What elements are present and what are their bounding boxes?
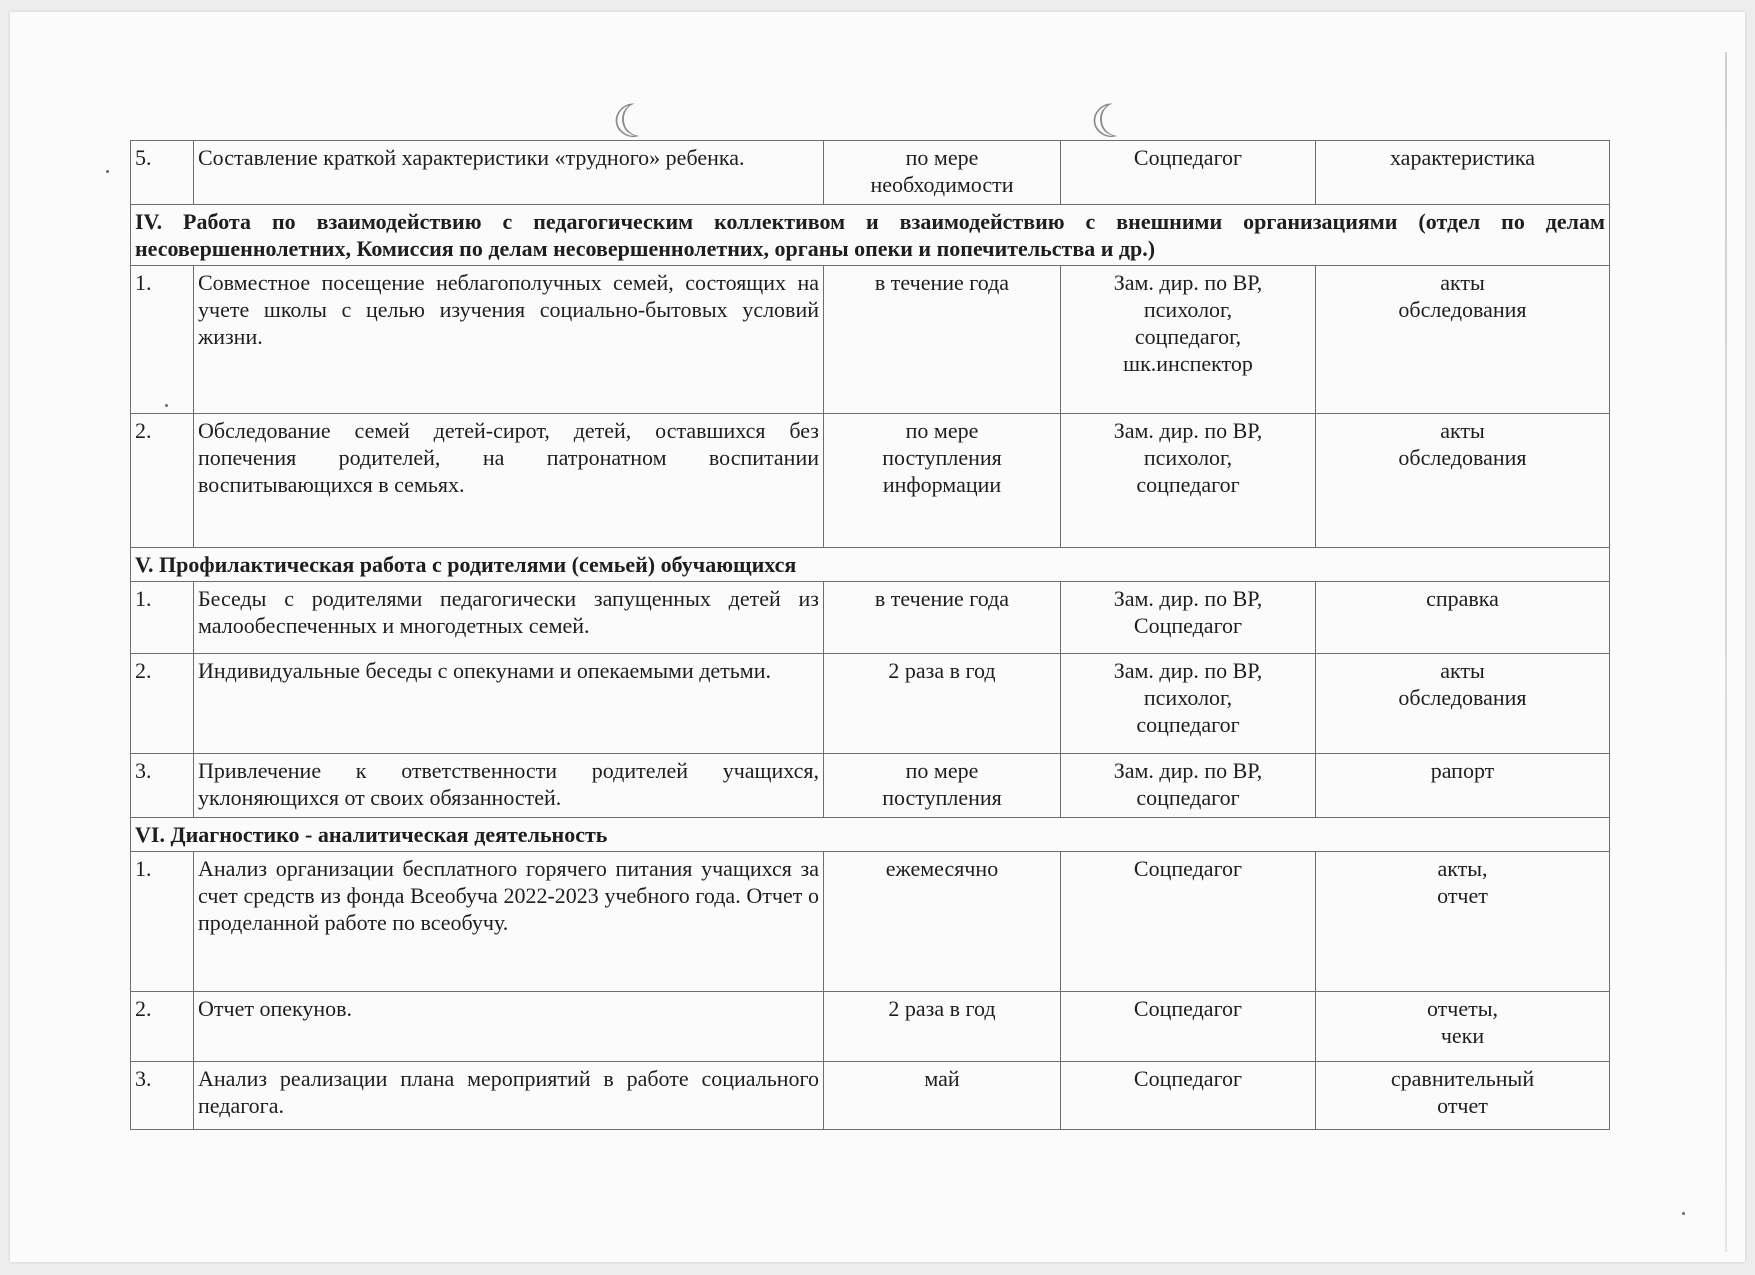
result-cell: рапорт (1316, 754, 1610, 818)
term-cell: май (824, 1062, 1061, 1130)
section-header-row (131, 205, 1610, 266)
punch-hole-mark: ☾ (608, 91, 657, 151)
table-row (131, 852, 1610, 992)
activity-cell: Анализ организации бесплатного горячего питания учащихся за счет средств из фонда Всеобуча 2022-2023 учебного года. Отчет о проделанной работе по всеобучу. (194, 852, 824, 992)
plan-table (130, 140, 1610, 1130)
result-cell: акты обследования (1316, 414, 1610, 548)
term-cell: 2 раза в год (824, 992, 1061, 1062)
row-number: 2. (131, 992, 194, 1062)
responsible-cell: Зам. дир. по ВР, Соцпедагог (1061, 582, 1316, 654)
punch-hole-mark: ☾ (1086, 91, 1135, 151)
result-cell: справка (1316, 582, 1610, 654)
activity-cell: Составление краткой характеристики «трудного» ребенка. (194, 141, 824, 205)
section-title: V. Профилактическая работа с родителями (семьей) обучающихся (131, 548, 1610, 582)
table-row (131, 266, 1610, 414)
result-cell: акты обследования (1316, 654, 1610, 754)
row-number: 1. (131, 266, 194, 414)
row-number: 3. (131, 754, 194, 818)
term-cell: ежемесячно (824, 852, 1061, 992)
responsible-cell: Соцпедагог (1061, 852, 1316, 992)
table-row (131, 1062, 1610, 1130)
activity-cell: Обследование семей детей-сирот, детей, оставшихся без попечения родителей, на патронатном воспитании воспитывающихся в семьях. (194, 414, 824, 548)
row-number: 2. (131, 414, 194, 548)
responsible-cell: Соцпедагог (1061, 141, 1316, 205)
row-number: 5. (131, 141, 194, 205)
section-header-row (131, 818, 1610, 852)
responsible-cell: Зам. дир. по ВР, психолог, соцпедагог, шк.инспектор (1061, 266, 1316, 414)
result-cell: отчеты, чеки (1316, 992, 1610, 1062)
term-cell: в течение года (824, 582, 1061, 654)
table-row (131, 141, 1610, 205)
term-cell: в течение года (824, 266, 1061, 414)
scan-speck (1682, 1212, 1685, 1215)
activity-cell: Совместное посещение неблагополучных семей, состоящих на учете школы с целью изучения социально-бытовых условий жизни. (194, 266, 824, 414)
row-number: 1. (131, 582, 194, 654)
result-cell: характеристика (1316, 141, 1610, 205)
activity-cell: Отчет опекунов. (194, 992, 824, 1062)
table-row (131, 582, 1610, 654)
result-cell: сравнительный отчет (1316, 1062, 1610, 1130)
term-cell: по мере поступления (824, 754, 1061, 818)
table-row (131, 992, 1610, 1062)
row-number: 3. (131, 1062, 194, 1130)
responsible-cell: Зам. дир. по ВР, психолог, соцпедагог (1061, 414, 1316, 548)
responsible-cell: Соцпедагог (1061, 992, 1316, 1062)
page-edge-shadow (1725, 52, 1727, 1252)
term-cell: по мере необходимости (824, 141, 1061, 205)
result-cell: акты, отчет (1316, 852, 1610, 992)
result-cell: акты обследования (1316, 266, 1610, 414)
activity-cell: Привлечение к ответственности родителей учащихся, уклоняющихся от своих обязанностей. (194, 754, 824, 818)
responsible-cell: Зам. дир. по ВР, психолог, соцпедагог (1061, 654, 1316, 754)
activity-cell: Беседы с родителями педагогически запущенных детей из малообеспеченных и многодетных семей. (194, 582, 824, 654)
responsible-cell: Зам. дир. по ВР, соцпедагог (1061, 754, 1316, 818)
activity-cell: Анализ реализации плана мероприятий в работе социального педагога. (194, 1062, 824, 1130)
row-number: 2. (131, 654, 194, 754)
row-number: 1. (131, 852, 194, 992)
activity-cell: Индивидуальные беседы с опекунами и опекаемыми детьми. (194, 654, 824, 754)
term-cell: 2 раза в год (824, 654, 1061, 754)
section-title: IV. Работа по взаимодействию с педагогическим коллективом и взаимодействию с внешними организациями (отдел по делам несовершеннолетних, Комиссия по делам несовершеннолетних, органы опеки и попечительства и др.) (131, 205, 1610, 266)
term-cell: по мере поступления информации (824, 414, 1061, 548)
section-title: VI. Диагностико - аналитическая деятельность (131, 818, 1610, 852)
table-row (131, 654, 1610, 754)
table-row (131, 754, 1610, 818)
section-header-row (131, 548, 1610, 582)
table-row (131, 414, 1610, 548)
responsible-cell: Соцпедагог (1061, 1062, 1316, 1130)
scan-speck (106, 170, 109, 173)
